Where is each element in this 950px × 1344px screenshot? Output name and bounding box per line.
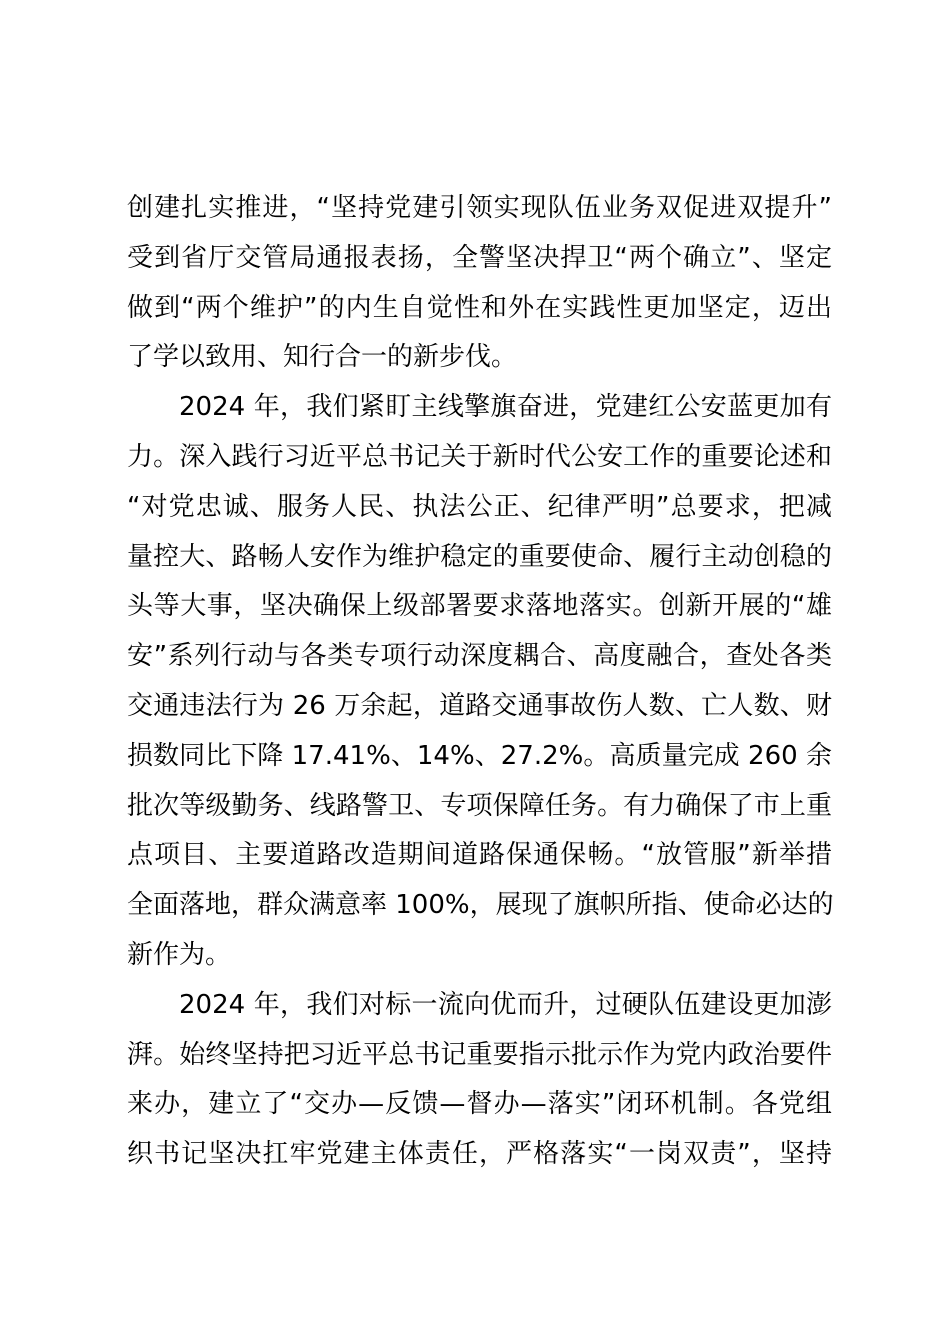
text-line: 受到省厅交管局通报表扬，全警坚决捍卫“两个确立”、坚定	[127, 242, 832, 273]
text-line: 头等大事，坚决确保上级部署要求落地落实。创新开展的“雄	[127, 591, 832, 622]
text-line: 了学以致用、知行合一的新步伐。	[127, 342, 518, 373]
paragraph	[127, 383, 832, 981]
text-line: 力。深入践行习近平总书记关于新时代公安工作的重要论述和	[127, 441, 832, 472]
text-line: 湃。始终坚持把习近平总书记重要指示批示作为党内政治要件	[127, 1039, 832, 1070]
text-line: 安”系列行动与各类专项行动深度耦合、高度融合，查处各类	[127, 641, 832, 672]
text-line: 创建扎实推进，“坚持党建引领实现队伍业务双促进双提升”	[127, 193, 832, 223]
text-line: 批次等级勤务、线路警卫、专项保障任务。有力确保了市上重	[127, 790, 832, 821]
text-line: 2024 年，我们对标一流向优而升，过硬队伍建设更加澎	[179, 989, 832, 1020]
text-line: 点项目、主要道路改造期间道路保通保畅。“放管服”新举措	[127, 840, 832, 871]
text-line: 全面落地，群众满意率 100%，展现了旗帜所指、使命必达的	[127, 890, 834, 921]
text-line: “对党忠诚、服务人民、执法公正、纪律严明”总要求，把减	[127, 491, 832, 522]
text-line: 量控大、路畅人安作为维护稳定的重要使命、履行主动创稳的	[127, 541, 832, 572]
text-line: 来办，建立了“交办—反馈—督办—落实”闭环机制。各党组	[127, 1089, 832, 1120]
text-line: 新作为。	[127, 939, 232, 970]
text-line: 织书记坚决扛牢党建主体责任，严格落实“一岗双责”，坚持	[127, 1139, 832, 1170]
text-line: 交通违法行为 26 万余起，道路交通事故伤人数、亡人数、财	[127, 690, 832, 721]
text-line: 2024 年，我们紧盯主线擎旗奋进，党建红公安蓝更加有	[179, 392, 832, 423]
text-line: 做到“两个维护”的内生自觉性和外在实践性更加坚定，迈出	[127, 292, 832, 323]
paragraph	[127, 981, 832, 1180]
document-body	[127, 184, 832, 1180]
text-line: 损数同比下降 17.41%、14%、27.2%。高质量完成 260 余	[127, 740, 832, 771]
paragraph	[127, 184, 832, 383]
